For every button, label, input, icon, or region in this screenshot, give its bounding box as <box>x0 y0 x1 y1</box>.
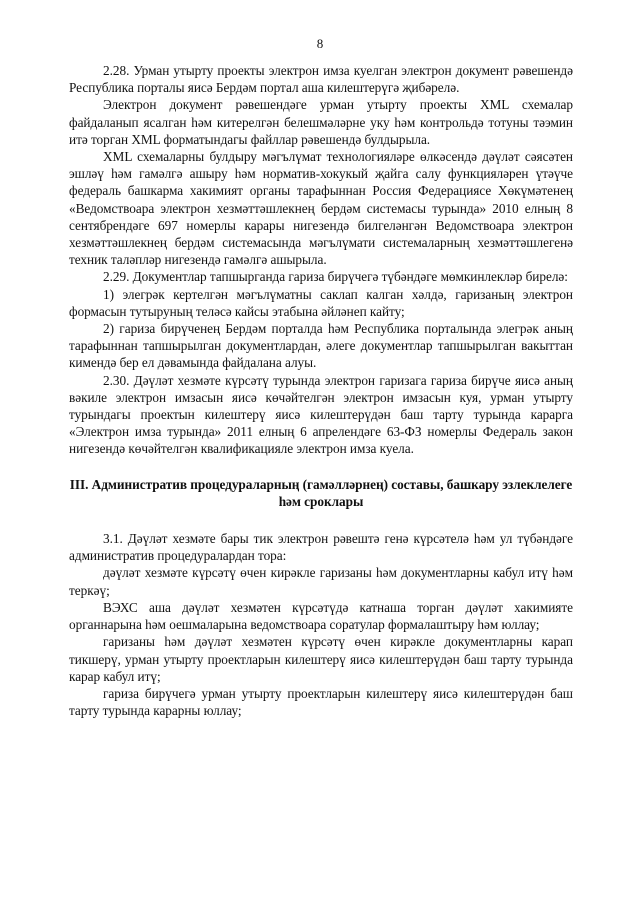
section-heading-iii: III. Административ процедураларның (гамәлләрнең) составы, башкару эзлеклелеге һәм сроклары <box>69 476 573 509</box>
list-item-procedure: гариза бирүчегә урман утырту проектларын килештерү яисә килештерүдән баш тарту турында карарны юллау; <box>69 685 573 719</box>
paragraph-2-28: 2.28. Урман утырту проекты электрон имза куелган электрон документ рәвешендә Республика порталы яисә Бердәм портал аша килештерүгә җибәрелә. <box>69 63 573 96</box>
document-body <box>69 62 573 719</box>
list-item-procedure: дәүләт хезмәте күрсәтү өчен кирәкле гаризаны һәм документларны кабул итү һәм теркәү; <box>69 565 573 598</box>
paragraph-2-30: 2.30. Дәүләт хезмәте күрсәтү турында электрон гаризага гариза бирүче яисә аның вәкиле электрон имзасын яисә көчәйтелгән электрон имзасын куя, урман утырту турындагы проектын килештерү яисә килештерүдән баш тарту турында карарга «Электрон имза турында» 2011 елның 6 апрелендәге 63-ФЗ номерлы Федераль закон нигезендә көчәйтелгән квалификацияле электрон имза куела. <box>69 372 573 457</box>
paragraph-xml-document: Электрон документ рәвешендәге урман утырту проекты XML схемалар файдаланып ясалган һәм китерелгән белешмәләрне уку һәм контрольдә тотуны тәэмин итә торган XML форматындагы файллар рәвешендә булдырыла. <box>69 97 573 147</box>
spacer <box>69 458 573 476</box>
paragraph-option-2: 2) гариза бирүченең Бердәм порталда һәм Республика порталында элегрәк аның тарафыннан тапшырылган документлардан, әлеге документлар тапшырылган вакыттан кимендә бер ел дәвамында файдалана алуы. <box>69 321 573 371</box>
paragraph-xml-schemas: XML схемаларны булдыру мәгълүмат технологияләре өлкәсендә дәүләт сәясәтен эшләү һәм гамәлгә ашыру һәм норматив-хокукый җайга салу функцияләрен үтәүче федераль башкарма хакимият органы тарафыннан Россия Федерациясе Хөкүмәтенең «Ведомствоара электрон хезмәттәшлекнең бердәм системасы турында» 2010 елның 8 сентябрендәге 697 номерлы карары нигезендә билгеләнгән Ведомствоара электрон хезмәттәшлекнең бердәм системасында мәгълүмати системаларның хезмәттәшлегенә техник таләпләр нигезендә гамәлгә ашырыла. <box>69 149 573 268</box>
list-item-procedure: ВЭХС аша дәүләт хезмәтен күрсәтүдә катнаша торган дәүләт хакимияте органнарына һәм оешмаларына ведомствоара соратулар формалаштыру һәм юллау; <box>69 599 573 633</box>
paragraph-3-1: 3.1. Дәүләт хезмәте бары тик электрон рәвештә генә күрсәтелә һәм ул түбәндәге административ процедуралардан тора: <box>69 531 573 564</box>
paragraph-option-1: 1) элегрәк кертелгән мәгълүматны саклап калган хәлдә, гаризаның электрон формасын тутыруның теләсә кайсы этабына әйләнеп кайту; <box>69 286 573 319</box>
page-number: 8 <box>316 36 324 51</box>
spacer <box>69 510 573 530</box>
list-item-procedure: гаризаны һәм дәүләт хезмәтен күрсәтү өчен кирәкле документларны карап тикшерү, урман утырту проектларын килештерү яисә килештерүдән баш тарту турында карар кабул итү; <box>69 634 573 684</box>
paragraph-2-29: 2.29. Документлар тапшырганда гариза бирүчегә түбәндәге мөмкинлекләр бирелә: <box>103 269 568 285</box>
